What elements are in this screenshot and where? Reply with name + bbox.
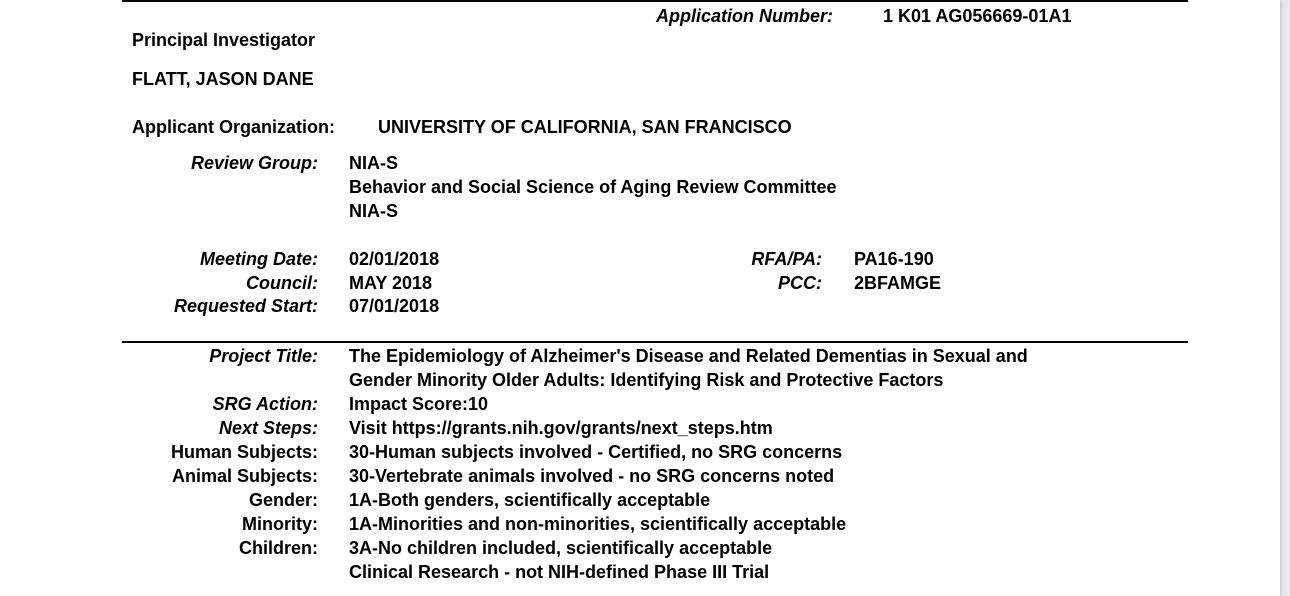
rfa-pa: PA16-190 (854, 249, 934, 269)
project-title-line: Gender Minority Older Adults: Identifying Risk and Protective Factors (349, 370, 944, 390)
project-title-line: The Epidemiology of Alzheimer's Disease and Related Dementias in Sexual and (349, 346, 1028, 366)
review-group-label: Review Group: (190, 153, 318, 173)
application-number-label: Application Number: (656, 6, 834, 26)
review-group-line: Behavior and Social Science of Aging Review Committee (349, 177, 837, 197)
application-number: 1 K01 AG056669-01A1 (883, 6, 1072, 26)
rfa-pa-label: RFA/PA: (751, 249, 822, 269)
pcc-label: PCC: (778, 273, 822, 293)
project-title-label: Project Title: (209, 346, 318, 366)
top-rule (122, 0, 1188, 2)
animal-subjects: 30-Vertebrate animals involved - no SRG concerns noted (349, 466, 835, 486)
gender: 1A-Both genders, scientifically acceptable (349, 490, 711, 510)
next-steps: Visit https://grants.nih.gov/grants/next_steps.htm (349, 418, 773, 438)
applicant-org: UNIVERSITY OF CALIFORNIA, SAN FRANCISCO (378, 117, 792, 137)
children-label: Children: (239, 538, 318, 558)
pi-label: Principal Investigator (132, 30, 316, 50)
review-group-line: NIA-S (349, 153, 398, 173)
srg-action-label: SRG Action: (212, 394, 318, 414)
children: 3A-No children included, scientifically acceptable (349, 538, 773, 558)
review-group-line: NIA-S (349, 201, 398, 221)
minority-label: Minority: (242, 514, 318, 534)
srg-action: Impact Score:10 (349, 394, 489, 414)
meeting-date-label: Meeting Date: (199, 249, 318, 269)
next-steps-label: Next Steps: (218, 418, 318, 438)
meeting-date: 02/01/2018 (349, 249, 440, 269)
human-subjects-label: Human Subjects: (170, 442, 318, 462)
clinical-research: Clinical Research - not NIH-defined Phase III Trial (349, 562, 770, 582)
animal-subjects-label: Animal Subjects: (171, 466, 318, 486)
applicant-org-label: Applicant Organization: (132, 117, 336, 137)
pi-name: FLATT, JASON DANE (132, 69, 314, 89)
gender-label: Gender: (248, 490, 318, 510)
council: MAY 2018 (349, 273, 433, 293)
council-label: Council: (246, 273, 318, 293)
requested-start-label: Requested Start: (173, 296, 318, 316)
minority: 1A-Minorities and non-minorities, scientifically acceptable (349, 514, 847, 534)
section-rule (122, 341, 1188, 343)
requested-start: 07/01/2018 (349, 296, 440, 316)
human-subjects: 30-Human subjects involved - Certified, no SRG concerns (349, 442, 843, 462)
pcc: 2BFAMGE (854, 273, 942, 293)
